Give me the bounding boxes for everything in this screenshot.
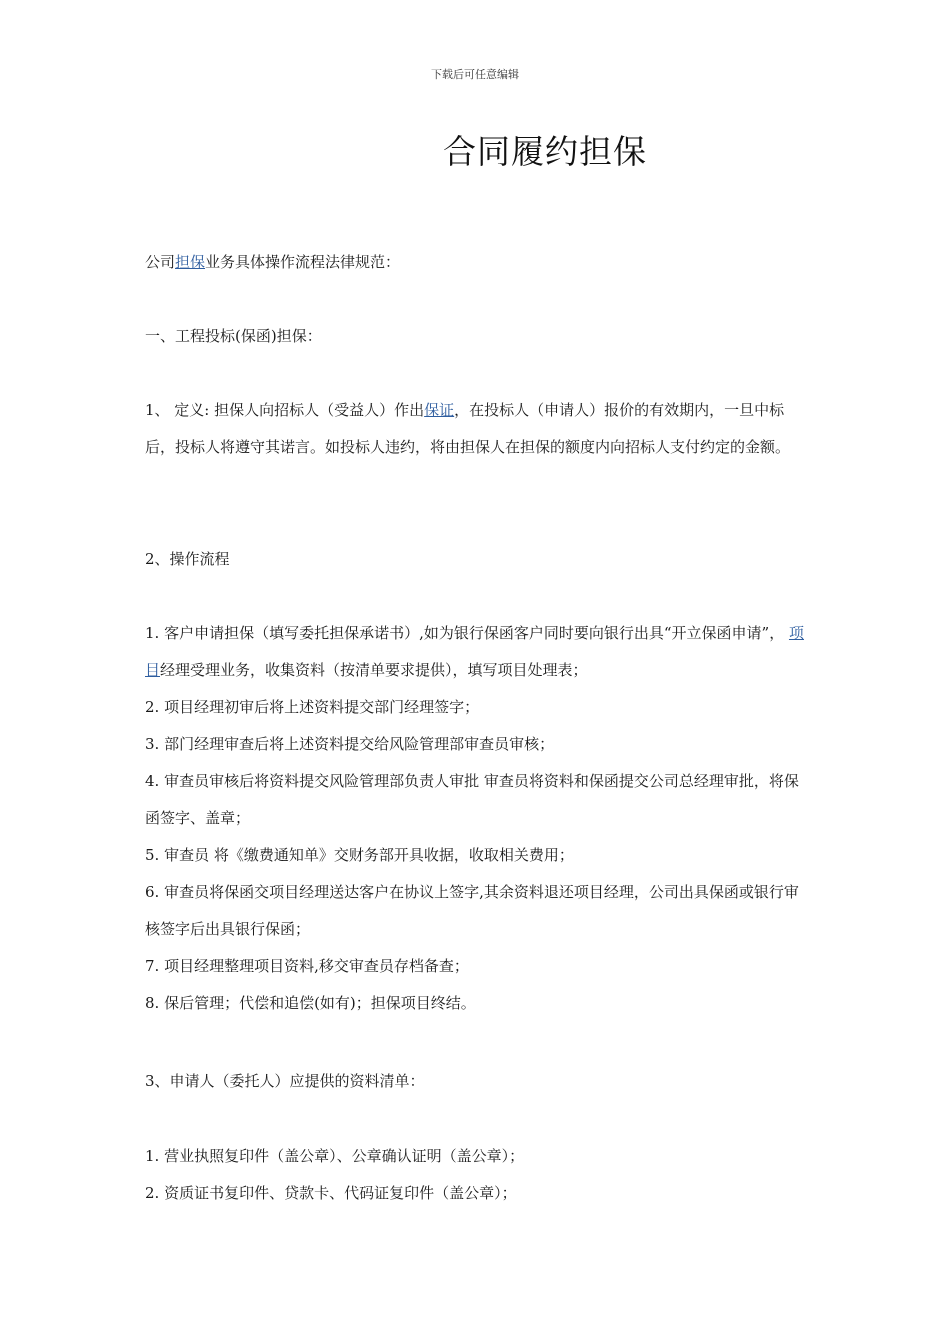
intro-text-pre: 公司: [145, 253, 176, 271]
step-item: 5. 审查员 将《缴费通知单》交财务部开具收据，收取相关费用；: [145, 846, 574, 864]
section3-heading: [145, 1063, 810, 1100]
material-item: 2. 资质证书复印件、贷款卡、代码证复印件（盖公章）；: [145, 1184, 517, 1202]
section2-heading-text: 2、操作流程: [145, 550, 230, 568]
section1-heading-text: 一、工程投标(保函)担保：: [145, 327, 322, 345]
materials-list: [145, 1138, 810, 1212]
step1-text-post: 经理受理业务，收集资料（按清单要求提供），填写项目处理表；: [160, 661, 588, 679]
step-item: [145, 615, 810, 689]
definition-text-pre: 1、 定义: 担保人向招标人（受益人）作出: [145, 401, 425, 419]
header-note: 下载后可任意编辑: [431, 68, 519, 81]
assurance-link[interactable]: 保证: [424, 401, 455, 419]
section1-heading: [145, 318, 810, 355]
step-item: 7. 项目经理整理项目资料,移交审查员存档备查；: [145, 957, 469, 975]
intro-text-post: 业务具体操作流程法律规范：: [205, 253, 401, 271]
step-item: 3. 部门经理审查后将上述资料提交给风险管理部审查员审核；: [145, 735, 555, 753]
section2-heading: [145, 541, 810, 578]
material-item: 1. 营业执照复印件（盖公章）、公章确认证明（盖公章）；: [145, 1147, 525, 1165]
step-item: 6. 审查员将保函交项目经理送达客户在协议上签字,其余资料退还项目经理，公司出具保函或银行审核签字后出具银行保函；: [145, 883, 799, 938]
process-steps: [145, 615, 810, 1022]
step-item: 2. 项目经理初审后将上述资料提交部门经理签字；: [145, 698, 480, 716]
step-item: 4. 审查员审核后将资料提交风险管理部负责人审批 审查员将资料和保函提交公司总经理审批，将保函签字、盖章；: [145, 772, 799, 827]
definition-paragraph: [145, 392, 810, 466]
step1-text-pre: 1. 客户申请担保（填写委托担保承诺书）,如为银行保函客户同时要向银行出具“开立保函申请”，: [145, 624, 789, 642]
step-item: 8. 保后管理；代偿和追偿(如有)；担保项目终结。: [145, 994, 476, 1012]
document-title: 合同履约担保: [443, 132, 647, 171]
project-link[interactable]: 项目: [145, 624, 804, 679]
intro-paragraph: [145, 244, 810, 281]
section3-heading-text: 3、申请人（委托人）应提供的资料清单：: [145, 1072, 425, 1090]
definition-text-post: ，在投标人（申请人）报价的有效期内，一旦中标后，投标人将遵守其诺言。如投标人违约，将由担保人在担保的额度内向招标人支付约定的金额。: [145, 401, 791, 456]
guarantee-link[interactable]: 担保: [175, 253, 206, 271]
